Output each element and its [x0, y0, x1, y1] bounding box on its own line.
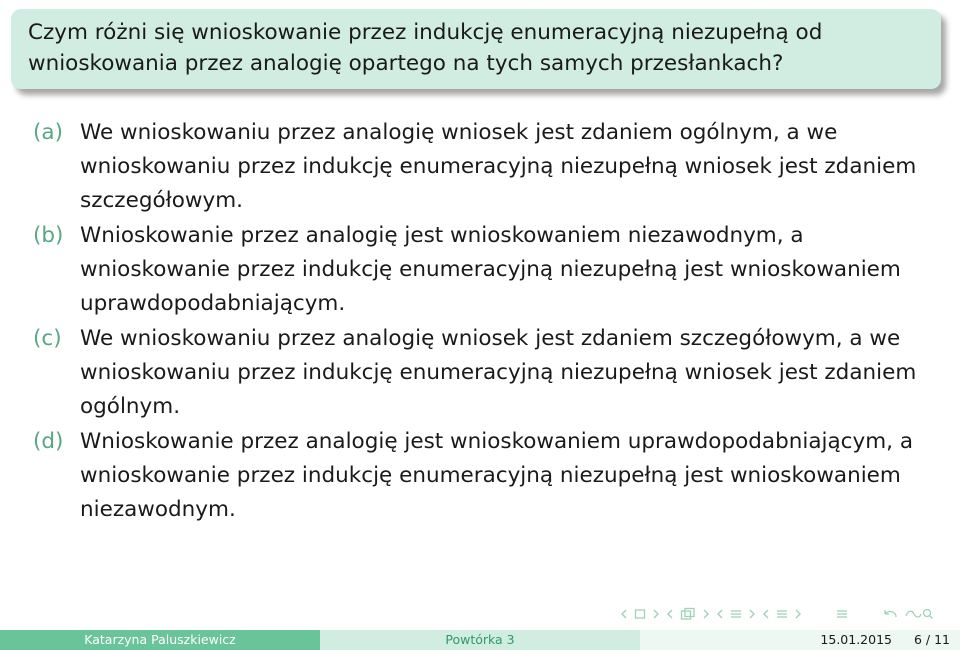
footer-page-number: 6 / 11	[913, 632, 950, 647]
answer-marker-b: (b)	[33, 223, 64, 248]
nav-align-icon[interactable]	[836, 608, 848, 620]
nav-subsection-prev-icon[interactable]	[666, 608, 674, 620]
nav-subsection-icon	[680, 607, 696, 621]
beamer-navigation-bar	[620, 606, 934, 622]
nav-frame-next-icon[interactable]	[652, 608, 660, 620]
answer-marker-c: (c)	[33, 326, 62, 351]
answer-marker-d: (d)	[33, 429, 64, 454]
answer-text-c: We wnioskowaniu przez analogię wniosek jest zdaniem szczegółowym, a we wnioskowaniu przez indukcję enumeracyjną niezupełną wniosek jest zdaniem ogólnym.	[80, 326, 917, 419]
nav-section-prev-icon[interactable]	[716, 608, 724, 620]
answer-list	[33, 116, 928, 528]
answer-item-a	[33, 116, 928, 218]
answer-item-d	[33, 425, 928, 527]
nav-frame-icon	[634, 608, 646, 620]
nav-section-next-icon[interactable]	[748, 608, 756, 620]
nav-back-icon[interactable]	[882, 608, 898, 620]
footer-date: 15.01.2015	[820, 632, 892, 647]
nav-subsection-next-icon[interactable]	[702, 608, 710, 620]
answer-marker-a: (a)	[33, 120, 63, 145]
nav-subsec-prev-icon[interactable]	[762, 608, 770, 620]
answer-item-b	[33, 219, 928, 321]
nav-subsec-lines-icon	[776, 608, 788, 620]
footer-author: Katarzyna Paluszkiewicz	[0, 630, 320, 650]
nav-section-icon	[730, 608, 742, 620]
answer-text-a: We wnioskowaniu przez analogię wniosek jest zdaniem ogólnym, a we wnioskowaniu przez indukcję enumeracyjną niezupełną wniosek jest zdaniem szczegółowym.	[80, 120, 917, 213]
footer	[0, 630, 960, 650]
answer-text-d: Wnioskowanie przez analogię jest wnioskowaniem uprawdopodabniającym, a wnioskowanie przez indukcję enumeracyjną niezupełną jest wnioskowaniem niezawodnym.	[80, 429, 913, 522]
nav-search-icon[interactable]	[904, 608, 934, 620]
question-box	[11, 9, 941, 89]
footer-title: Powtórka 3	[320, 630, 640, 650]
answer-item-c	[33, 322, 928, 424]
answer-text-b: Wnioskowanie przez analogię jest wnioskowaniem niezawodnym, a wnioskowanie przez indukcję enumeracyjną niezupełną jest wnioskowaniem uprawdopodabniającym.	[80, 223, 901, 316]
nav-subsec-next-icon[interactable]	[794, 608, 802, 620]
footer-right	[640, 630, 960, 650]
question-text: Czym różni się wnioskowanie przez indukcję enumeracyjną niezupełną od wnioskowania przez analogię opartego na tych samych przesłankach?	[28, 20, 823, 76]
nav-frame-prev-icon[interactable]	[620, 608, 628, 620]
